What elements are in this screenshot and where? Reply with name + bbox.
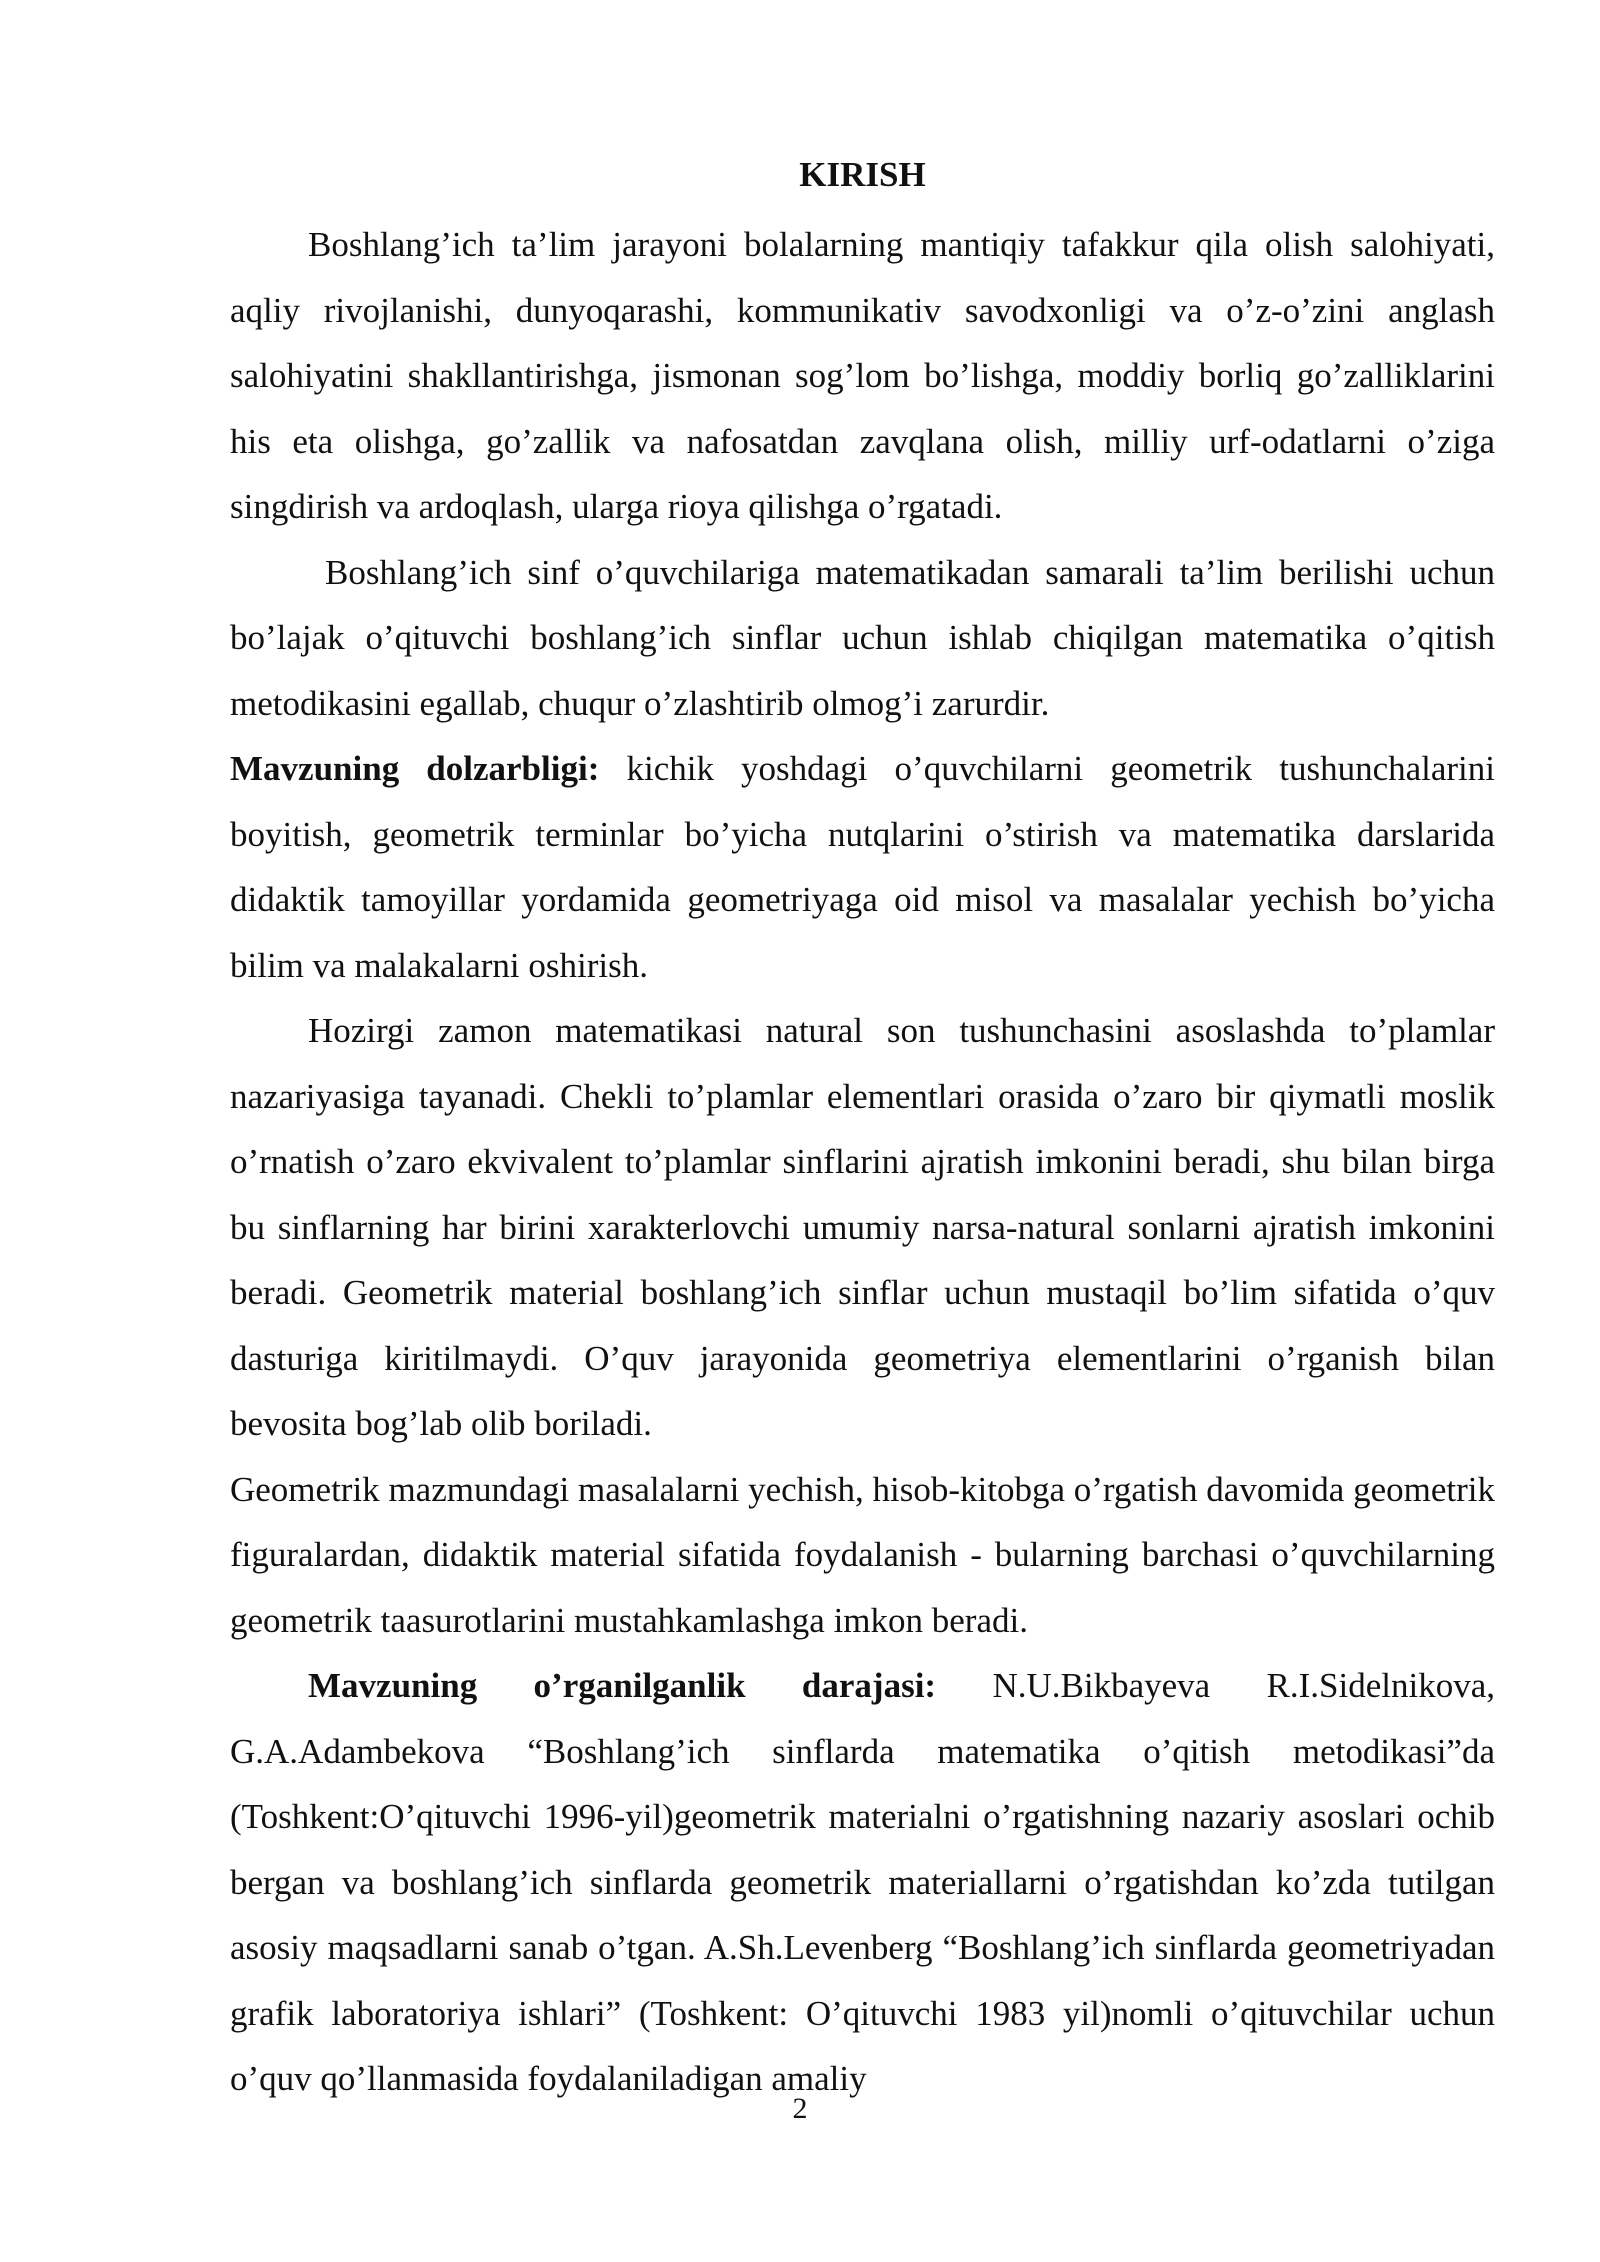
- study-level-text: N.U.Bikbayeva R.I.Sidelnikova, G.A.Adambekova “Boshlang’ich sinflarda matematika o’qitish metodikasi”da (Toshkent:O’qituvchi 1996-yil)geometrik materialni o’rgatishning nazariy asoslari ochib bergan va boshlang’ich sinflarda geometrik materiallarni o’rgatishdan ko’zda tutilgan asosiy maqsadlarni sanab o’tgan. A.Sh.Levenberg “Boshlang’ich sinflarda geometriyadan grafik laboratoriya ishlari” (Toshkent: O’qituvchi 1983 yil)nomli o’qituvchilar uchun o’quv qo’llanmasida foydalaniladigan amaliy: [230, 1666, 1496, 2098]
- study-level-label: Mavzuning o’rganilganlik darajasi:: [308, 1666, 937, 1705]
- paragraph-set-theory: Hozirgi zamon matematikasi natural son tushunchasini asoslashda to’plamlar nazariyasiga tayanadi. Chekli to’plamlar elementlari orasida o’zaro bir qiymatli moslik o’rnatish o’zaro ekvivalent to’plamlar sinflarini ajratish imkonini beradi, shu bilan birga bu sinflarning har birini xarakterlovchi umumiy narsa-natural sonlarni ajratish imkonini beradi. Geometrik material boshlang’ich sinflar uchun mustaqil bo’lim sifatida o’quv dasturiga kiritilmaydi. O’quv jarayonida geometriya elementlarini o’rganish bilan bevosita bog’lab olib boriladi.: [230, 1011, 1495, 1443]
- page-number: 2: [792, 2092, 808, 2125]
- paragraph-intro: Boshlang’ich ta’lim jarayoni bolalarning mantiqiy tafakkur qila olish salohiyati, aqliy rivojlanishi, dunyoqarashi, kommunikativ savodxonligi va o’z-o’zini anglash salohiyatini shakllantirishga, jismonan sog’lom bo’lishga, moddiy borliq go’zalliklarini his eta olishga, go’zallik va nafosatdan zavqlana olish, milliy urf-odatlarni o’ziga singdirish va ardoqlash, ularga rioya qilishga o’rgatadi.: [230, 225, 1495, 526]
- document-page: [230, 148, 1495, 2112]
- relevance-text: kichik yoshdagi o’quvchilarni geometrik tushunchalarini boyitish, geometrik terminlar bo’yicha nutqlarini o’stirish va matematika darslarida didaktik tamoyillar yordamida geometriyaga oid misol va masalalar yechish bo’yicha bilim va malakalarni oshirish.: [230, 749, 1495, 985]
- paragraph-relevance: [230, 736, 1495, 998]
- relevance-label: Mavzuning dolzarbligi:: [230, 749, 600, 788]
- page-title: KIRISH: [799, 155, 926, 194]
- paragraph-geometric-problems: Geometrik mazmundagi masalalarni yechish, hisob-kitobga o’rgatish davomida geometrik figuralardan, didaktik material sifatida foydalanish - bularning barchasi o’quvchilarning geometrik taasurotlarini mustahkamlashga imkon beradi.: [230, 1469, 1495, 1640]
- paragraph-study-level: [230, 1653, 1495, 2112]
- paragraph-methodology: Boshlang’ich sinf o’quvchilariga matematikadan samarali ta’lim berilishi uchun bo’lajak o’qituvchi boshlang’ich sinflar uchun ishlab chiqilgan matematika o’qitish metodikasini egallab, chuqur o’zlashtirib olmog’i zarurdir.: [230, 552, 1495, 723]
